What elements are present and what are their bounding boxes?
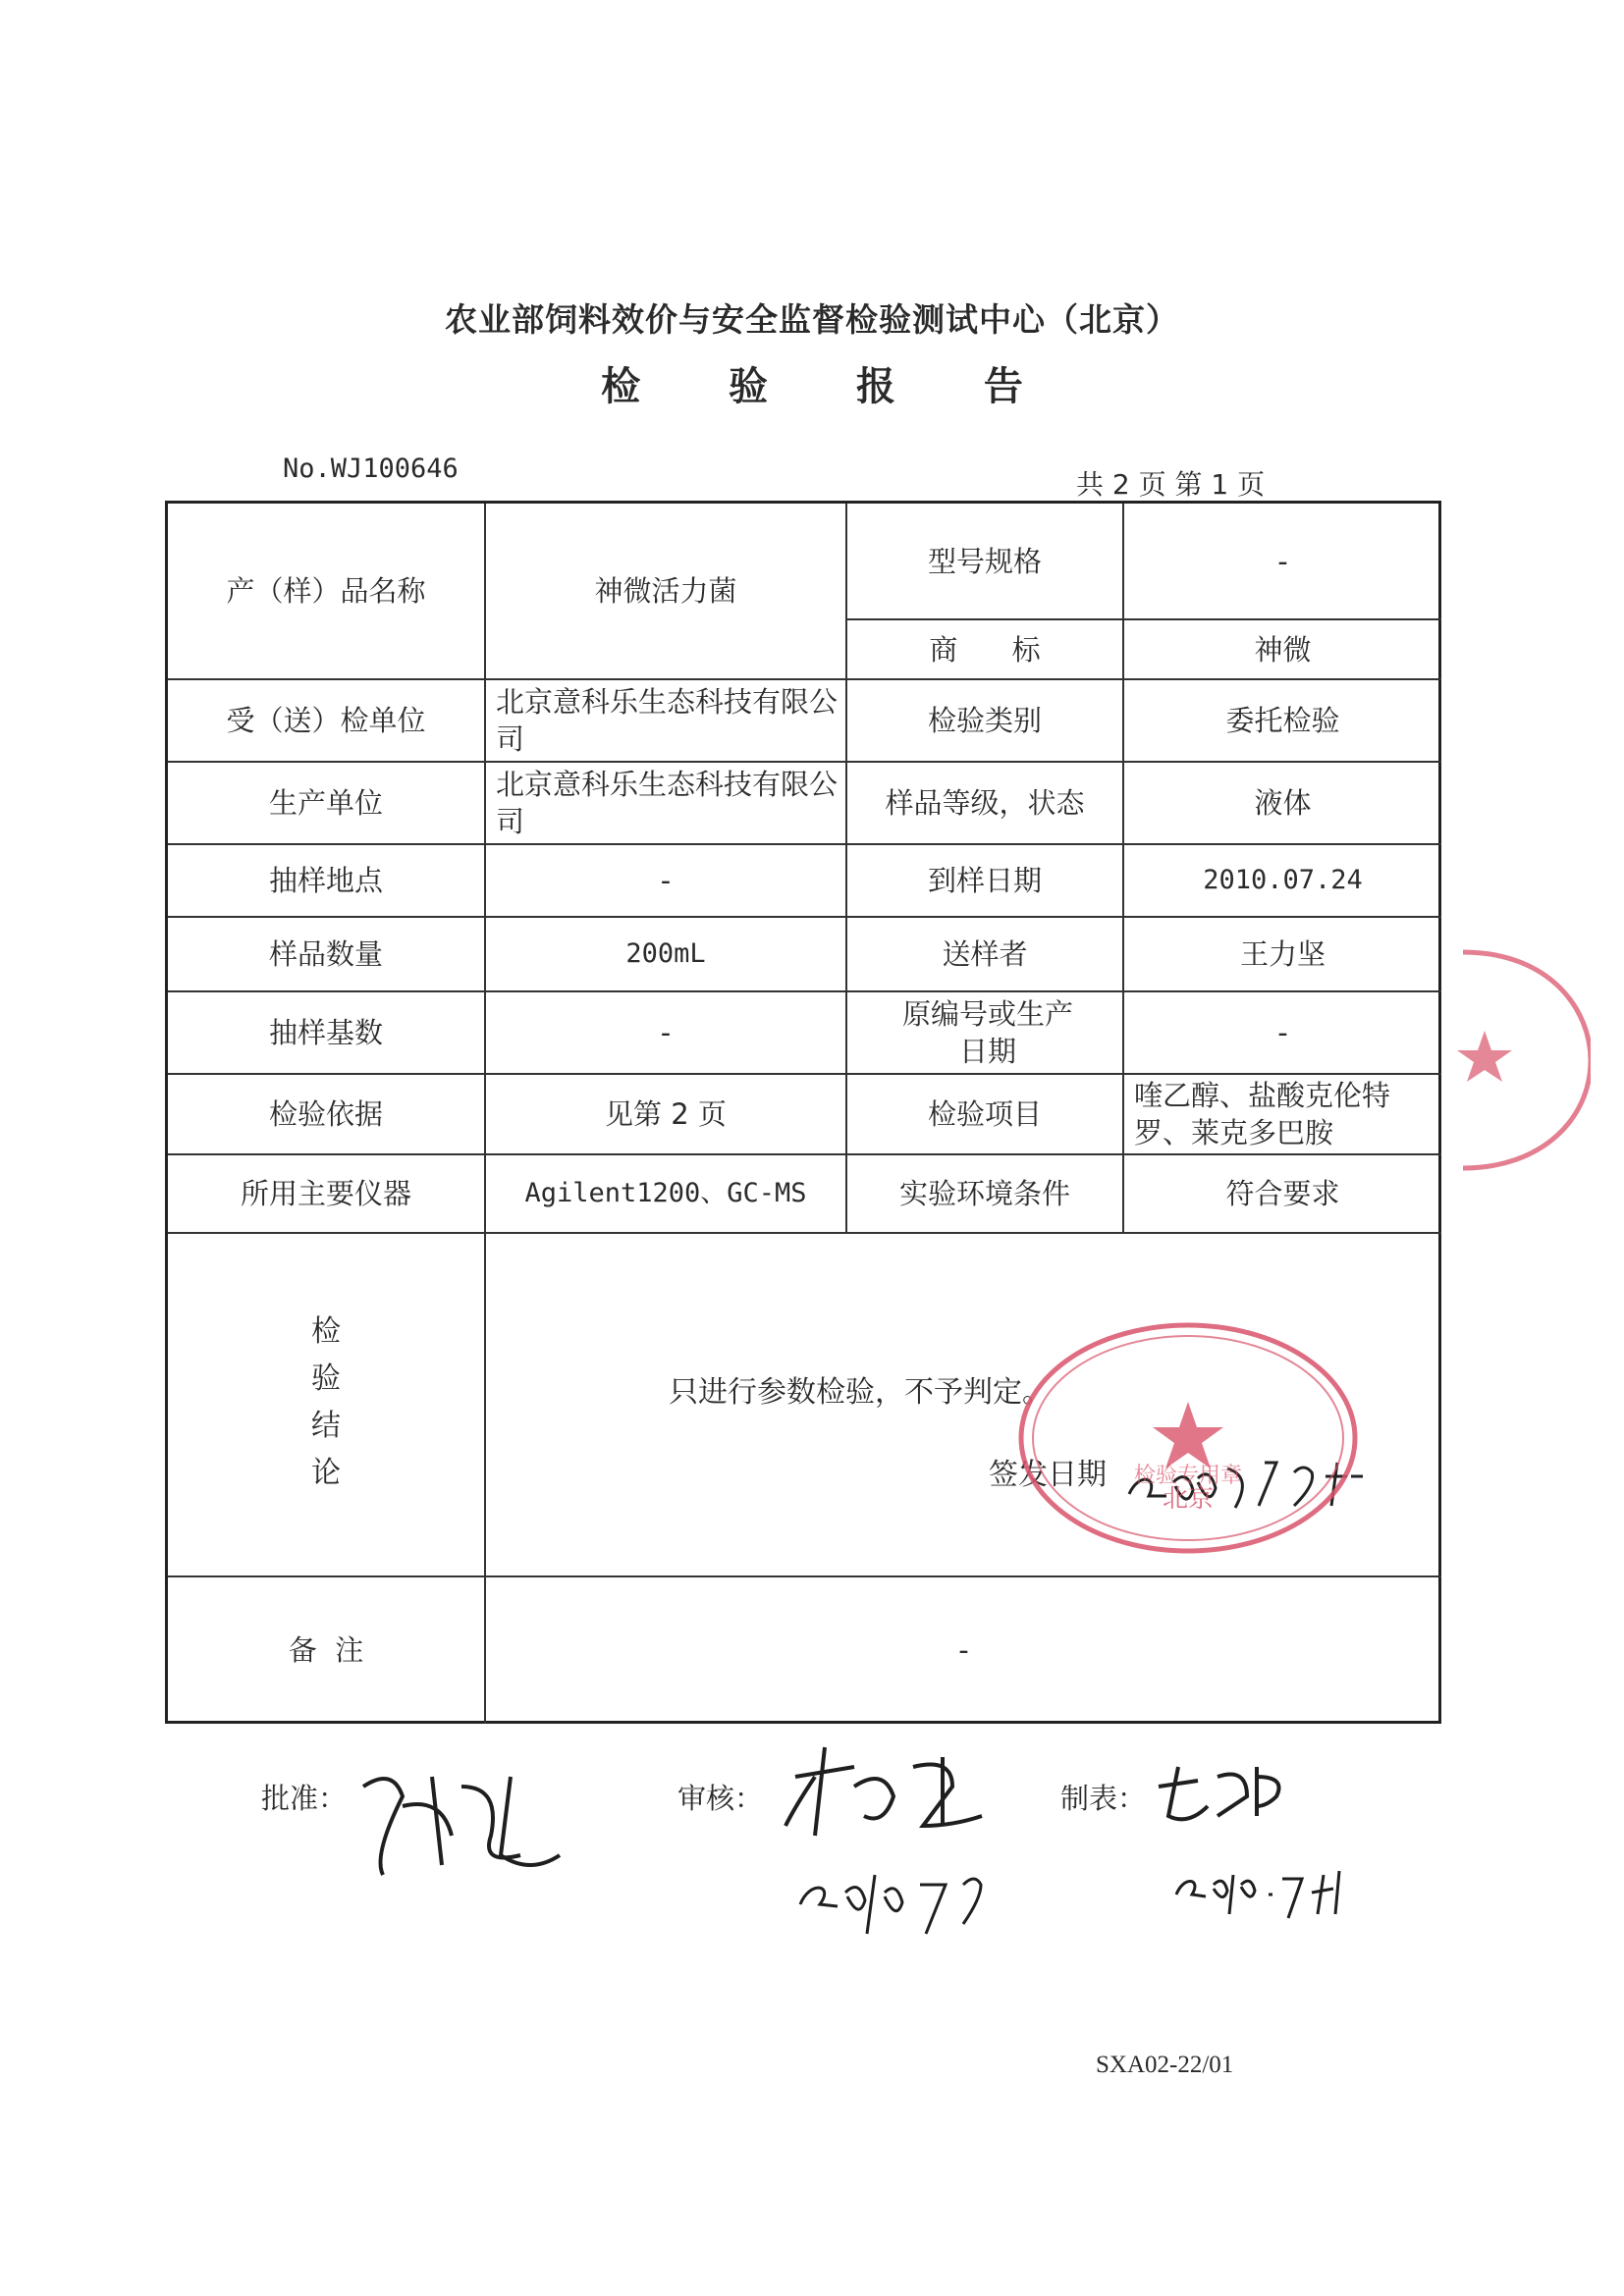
- product-name-value: 神微活力菌: [594, 574, 737, 608]
- sender-value: 王力坚: [1239, 937, 1326, 971]
- basis-value: 见第 2 页: [605, 1097, 727, 1131]
- form-code: SXA02-22/01: [1096, 2052, 1234, 2078]
- basis-label: 检验依据: [268, 1097, 383, 1131]
- conclusion-label-char: 验: [311, 1362, 341, 1396]
- partial-seal: [1434, 933, 1591, 1188]
- original-number-value: -: [1277, 1016, 1288, 1049]
- conclusion-label-char: 检: [311, 1314, 341, 1349]
- arrival-date-label: 到样日期: [927, 864, 1042, 897]
- row-rule: [168, 1232, 1441, 1234]
- manufacturer-label: 生产单位: [268, 786, 383, 820]
- grade-state-label: 样品等级，状态: [885, 786, 1085, 820]
- model-spec-label: 型号规格: [927, 544, 1042, 578]
- sampling-base-label: 抽样基数: [268, 1016, 383, 1049]
- items-label: 检验项目: [927, 1097, 1042, 1131]
- sender-label: 送样者: [942, 937, 1028, 971]
- svg-text:北京: 北京: [1162, 1484, 1215, 1514]
- grade-state-value: 液体: [1254, 786, 1312, 820]
- sample-quantity-value: 200mL: [625, 938, 706, 969]
- inspection-type-label: 检验类别: [927, 704, 1042, 737]
- pagination: 共 2 页 第 1 页: [1076, 468, 1266, 501]
- environment-label: 实验环境条件: [898, 1177, 1070, 1210]
- approve-label: 批准：: [261, 1782, 348, 1815]
- report-number: No.WJ100646: [283, 454, 459, 484]
- conclusion-label: [306, 1308, 346, 1497]
- remarks-label: 备 注: [288, 1633, 364, 1667]
- instruments-label: 所用主要仪器: [240, 1177, 411, 1210]
- document-title: 检 验 报 告: [601, 364, 1060, 409]
- review-date-handwritten: [790, 1845, 1036, 1944]
- svg-text:检验专用章: 检验专用章: [1133, 1464, 1243, 1488]
- prepare-label: 制表：: [1060, 1782, 1147, 1815]
- prepare-date-handwritten: [1166, 1845, 1363, 1924]
- sign-date-label: 签发日期: [989, 1458, 1107, 1492]
- sampling-site-label: 抽样地点: [268, 864, 383, 897]
- remarks-value: -: [958, 1633, 969, 1667]
- official-seal: [1011, 1315, 1365, 1561]
- trademark-value: 神微: [1254, 632, 1312, 667]
- reviewer-signature: [776, 1737, 1021, 1855]
- conclusion-label-char: 论: [311, 1456, 341, 1490]
- conclusion-text: 只进行参数检验，不予判定。: [669, 1375, 1052, 1410]
- review-label: 审核：: [677, 1782, 764, 1815]
- org-title: 农业部饲料效价与安全监督检验测试中心（北京）: [445, 300, 1179, 339]
- product-name-label: 产（样）品名称: [226, 574, 426, 608]
- client-value: 北京意科乐生态科技有限公司: [496, 685, 839, 756]
- model-spec-value: -: [1277, 544, 1288, 578]
- sampling-site-value: -: [660, 864, 672, 897]
- environment-value: 符合要求: [1225, 1177, 1340, 1210]
- trademark-label: 商 标: [929, 632, 1041, 667]
- original-number-label: 原编号或生产日期: [901, 997, 1073, 1068]
- arrival-date-value: 2010.07.24: [1203, 865, 1363, 895]
- sampling-base-value: -: [660, 1016, 672, 1049]
- inspection-type-value: 委托检验: [1225, 704, 1340, 737]
- preparer-signature: [1149, 1757, 1316, 1836]
- instruments-value: Agilent1200、GC-MS: [524, 1178, 807, 1208]
- items-value: 喹乙醇、盐酸克伦特罗、莱克多巴胺: [1134, 1079, 1391, 1149]
- sample-quantity-label: 样品数量: [268, 937, 383, 971]
- conclusion-label-char: 结: [311, 1409, 341, 1443]
- client-label: 受（送）检单位: [226, 704, 426, 737]
- approver-signature: [344, 1747, 589, 1885]
- manufacturer-value: 北京意科乐生态科技有限公司: [496, 768, 839, 838]
